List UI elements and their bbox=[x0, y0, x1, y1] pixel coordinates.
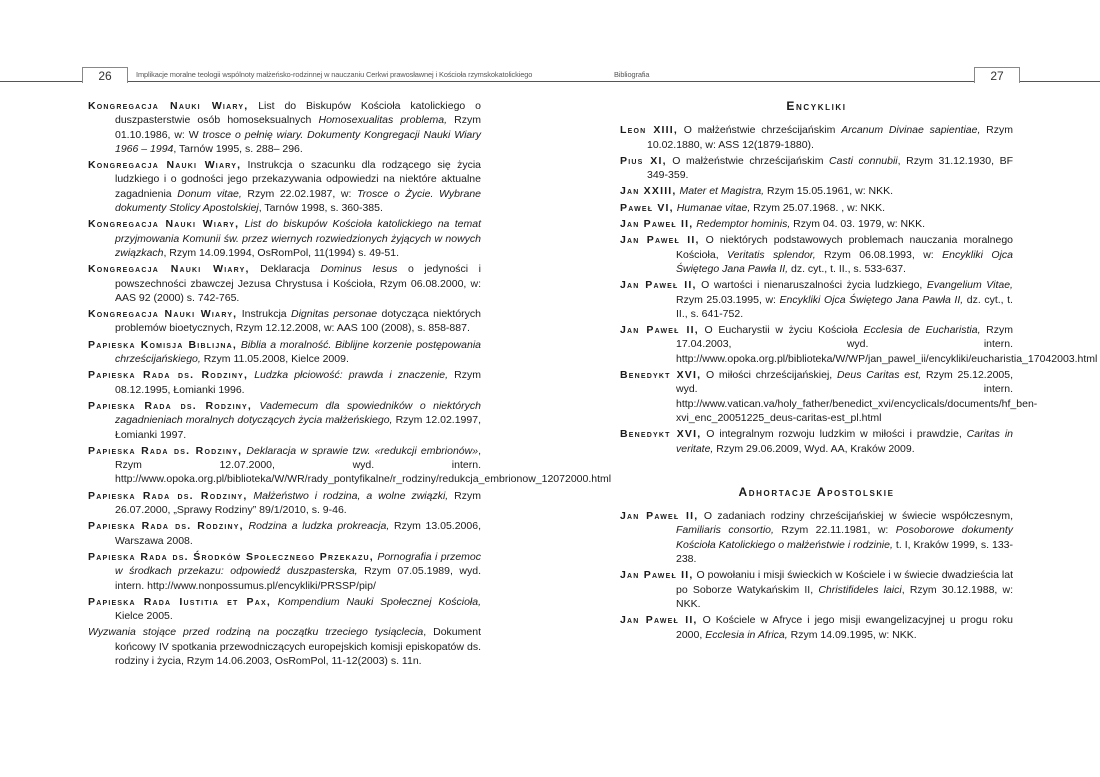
left-page-bibliography bbox=[88, 99, 612, 670]
entry-text: , Rzym 14.09.1994, OsRomPol, 11(1994) s. 49-51. bbox=[163, 246, 400, 259]
entry-author: Benedykt XVI, bbox=[620, 428, 702, 441]
entry-text: dotycząca niektórych problemów bioetycznych, Rzym 12.12.2008, w: AAS 100 (2008), s. 858-887. bbox=[115, 308, 482, 335]
bibliography-entry bbox=[620, 233, 1013, 276]
bibliography-entry bbox=[88, 368, 481, 397]
entry-author: Jan Paweł II, bbox=[620, 234, 700, 247]
entry-title: Arcanum Divinae sapientiae, bbox=[841, 124, 981, 137]
entry-title: Humanae vitae, bbox=[673, 201, 751, 214]
entry-title: Pornografia i przemoc w środkach przekazu: odpowiedź duszpasterska, bbox=[115, 550, 482, 578]
bibliography-entry bbox=[620, 184, 1013, 198]
entry-title: Ludzka płciowość: prawda i znaczenie, bbox=[248, 369, 449, 382]
entry-title: Homosexualitas problema, bbox=[318, 114, 448, 127]
entry-author: Jan Paweł II, bbox=[620, 279, 697, 292]
bibliography-entry bbox=[88, 158, 481, 215]
entry-author: Jan Paweł II, bbox=[620, 569, 694, 582]
entry-title: Rodzina a ludzka prokreacja, bbox=[243, 520, 390, 533]
entry-author: Kongregacja Nauki Wiary, bbox=[88, 218, 240, 231]
entry-title: Christifideles laici bbox=[818, 583, 902, 596]
entry-text: O niektórych podstawowych problemach nauczania moralnego Kościoła, bbox=[676, 234, 1013, 261]
bibliography-entry bbox=[88, 399, 481, 442]
entry-author: Papieska Rada ds. Rodziny, bbox=[88, 399, 253, 412]
entry-text: Rzym 22.02.1987, w: bbox=[241, 187, 358, 200]
entry-title: Kompendium Nauki Społecznej Kościoła, bbox=[270, 595, 481, 608]
entry-text: Rzym 15.05.1961, w: NKK. bbox=[764, 185, 894, 198]
entry-title: Ecclesia de Eucharistia, bbox=[863, 324, 981, 337]
entry-text: O małżeństwie chrześcijańskim bbox=[666, 154, 830, 167]
entry-title: Małżeństwo i rodzina, a wolne związki, bbox=[247, 489, 449, 502]
entry-title: Dignitas personae bbox=[291, 308, 378, 321]
entry-title: trosce o pełnię wiary. Dokumenty Kongregacji Nauki Wiary 1966 – 1994 bbox=[115, 128, 481, 155]
entry-title: Veritatis splendor, bbox=[727, 248, 816, 261]
entry-author: Kongregacja Nauki Wiary, bbox=[88, 159, 242, 172]
entry-text: Rzym 10.02.1880, w: ASS 12(1879-1880). bbox=[647, 124, 1013, 151]
entry-title: Encykliki Ojca Świętego Jana Pawła II, bbox=[676, 248, 1013, 275]
left-page-number: 26 bbox=[82, 67, 128, 83]
entry-author: Jan Paweł II, bbox=[620, 324, 699, 337]
entry-author: Jan XXIII, bbox=[620, 185, 677, 198]
entry-title: Posoborowe dokumenty Kościoła Katolickiego o małżeństwie i rodzinie, bbox=[676, 524, 1013, 551]
entry-text: o jedyności i powszechności zbawczej Jezusa Chrystusa i Kościoła, Rzym 06.08.2000, w: AAS 92 (2000) s. 742-765. bbox=[115, 263, 482, 304]
entry-text: Rzym 11.05.2008, Kielce 2009. bbox=[200, 353, 349, 366]
entry-title: Encykliki Ojca Świętego Jana Pawła II, bbox=[779, 293, 964, 306]
entry-text: , Tarnów 1998, s. 360-385. bbox=[258, 202, 383, 215]
entry-text: Rzym 26.07.2000, „Sprawy Rodziny” 89/1/2010, s. 9-46. bbox=[115, 489, 481, 517]
bibliography-entry bbox=[620, 201, 1013, 215]
entry-author: Kongregacja Nauki Wiary, bbox=[88, 263, 250, 276]
entry-text: O Kościele w Afryce i jego misji ewangelizacyjnej u progu roku 2000, bbox=[676, 614, 1013, 641]
entry-title: Mater et Magistra, bbox=[676, 185, 765, 198]
bibliography-entry bbox=[88, 307, 481, 336]
entry-text: O miłości chrześcijańskiej, bbox=[701, 369, 837, 382]
entry-text: Instrukcja bbox=[237, 308, 292, 321]
entry-text: Instrukcja o szacunku dla rodzącego się życia ludzkiego i o godności jego przekazywania odpowiedzi na niektóre aktualne zagadnienia bbox=[115, 159, 482, 200]
bibliography-entry bbox=[88, 519, 481, 548]
entry-text: Rzym 17.04.2003, wyd. intern. http://www.opoka.org.pl/biblioteka/W/WP/jan_pawel_ii/encykliki/eucharistia_17042003.html bbox=[676, 324, 1098, 365]
entry-text: O wartości i nienaruszalności życia ludzkiego, bbox=[696, 279, 927, 292]
entry-text: t. I, Kraków 1999, s. 133-238. bbox=[676, 538, 1013, 566]
bibliography-entry bbox=[620, 427, 1013, 456]
entry-text: Rzym 25.07.1968. , w: NKK. bbox=[750, 201, 886, 214]
entry-title: Deus Caritas est, bbox=[836, 369, 922, 382]
entry-text: O zadaniach rodziny chrześcijańskiej w świecie współczesnym, bbox=[698, 510, 1013, 523]
entry-title: Caritas in veritate, bbox=[676, 428, 1014, 455]
bibliography-entry bbox=[620, 278, 1013, 321]
entry-author: Papieska Rada ds. Rodziny, bbox=[88, 489, 248, 502]
entry-text: , Dokument końcowy IV spotkania przewodniczących europejskich komisji episkopatów ds. rodziny i życia, Rzym 14.06.2003, OsRomPol, 11-12(2003) s. 11n. bbox=[115, 626, 481, 667]
entry-text: Rzym 12.02.1997, Łomianki 1997. bbox=[115, 414, 481, 441]
entry-title: Redemptor hominis, bbox=[693, 218, 791, 231]
entry-text: , Rzym 31.12.1930, BF 349-359. bbox=[647, 154, 1013, 182]
entry-title: Donum vitae, bbox=[177, 187, 242, 200]
entry-title: Biblia a moralność. Biblijne korzenie postępowania chrześcijańskiego, bbox=[115, 338, 481, 366]
entry-title: Ecclesia in Africa, bbox=[705, 628, 788, 641]
entry-title: Dominus Iesus bbox=[320, 263, 398, 276]
entry-title: Evangelium Vitae, bbox=[926, 279, 1013, 292]
right-page-bibliography bbox=[620, 99, 1098, 644]
entry-author: Papieska Rada ds. Rodziny, bbox=[88, 444, 243, 457]
entry-text: Rzym 14.09.1995, w: NKK. bbox=[787, 628, 917, 641]
section-heading: Encykliki bbox=[786, 99, 847, 113]
entry-author: Jan Paweł II, bbox=[620, 614, 698, 627]
entry-text: , Rzym 30.12.1988, w: NKK. bbox=[676, 583, 1014, 610]
entry-text: Rzym 04. 03. 1979, w: NKK. bbox=[790, 218, 926, 231]
entry-text: Kielce 2005. bbox=[115, 610, 173, 623]
bibliography-entry bbox=[88, 262, 481, 305]
entry-text: Rzym 07.05.1989, wyd. intern. http://www.nonpossumus.pl/encykliki/PRSSP/pip/ bbox=[115, 565, 481, 592]
bibliography-entry bbox=[88, 217, 481, 260]
entry-text: O małżeństwie chrześcijańskim bbox=[678, 124, 842, 137]
header-rule bbox=[0, 81, 1100, 82]
entry-author: Kongregacja Nauki Wiary, bbox=[88, 100, 249, 112]
entry-text: O powołaniu i misji świeckich w Kościele i w świecie dwadzieścia lat po Soborze Watykańskim II, bbox=[676, 569, 1013, 596]
entry-text: Deklaracja bbox=[249, 263, 321, 276]
bibliography-entry bbox=[620, 154, 1013, 183]
entry-text: Rzym 08.12.1995, Łomianki 1996. bbox=[115, 369, 481, 396]
entry-text: dz. cyt., t. II., s. 533-637. bbox=[788, 262, 906, 275]
entry-text: Rzym 22.11.1981, w: bbox=[773, 524, 896, 537]
entry-title: Vademecum dla spowiedników o niektórych zagadnieniach moralnych dotyczących życia małżeńskiego, bbox=[115, 399, 481, 427]
entry-text: , Rzym 12.07.2000, wyd. intern. http://www.opoka.org.pl/biblioteka/W/WR/rady_pontyfikalne/r_rodziny/redukcja_embrionow_12072000.html bbox=[115, 444, 612, 486]
bibliography-entry bbox=[88, 625, 481, 668]
entry-author: Papieska Rada ds. Rodziny, bbox=[88, 520, 244, 533]
bibliography-entry bbox=[620, 568, 1013, 611]
entry-author: Papieska Rada Iustitia et Pax, bbox=[88, 595, 271, 608]
entry-text: Rzym 25.12.2005, wyd. intern. http://www.vatican.va/holy_father/benedict_xvi/encyclicals/documents/hf_ben-xvi_enc_20051225_deus-caritas-est_pl.html bbox=[676, 369, 1038, 424]
entry-author: Papieska Komisja Biblijna, bbox=[88, 338, 238, 351]
bibliography-entry bbox=[620, 323, 1098, 366]
entry-text: O integralnym rozwoju ludzkim w miłości i prawdzie, bbox=[701, 428, 967, 441]
entry-title: List do biskupów Kościoła katolickiego na temat przyjmowania Komunii św. przez wiernych rozwiedzionych żyjących w nowych związkach bbox=[115, 218, 481, 259]
entry-author: Paweł VI, bbox=[620, 201, 674, 214]
bibliography-entry bbox=[620, 217, 1013, 231]
bibliography-entry bbox=[620, 509, 1013, 566]
entry-text: Rzym 29.06.2009, Wyd. AA, Kraków 2009. bbox=[713, 442, 915, 455]
bibliography-entry bbox=[620, 123, 1013, 152]
bibliography-entry bbox=[88, 99, 481, 156]
entry-text: Rzym 25.03.1995, w: bbox=[676, 293, 780, 306]
entry-title: Familiaris consortio, bbox=[676, 524, 774, 537]
entry-author: Benedykt XVI, bbox=[620, 369, 702, 382]
entry-author: Leon XIII, bbox=[620, 124, 679, 137]
entry-text: List do Biskupów Kościoła katolickiego o duszpasterstwie osób homoseksualnych bbox=[115, 100, 482, 127]
bibliography-entry bbox=[620, 613, 1013, 642]
bibliography-entry bbox=[88, 338, 481, 367]
entry-author: Kongregacja Nauki Wiary, bbox=[88, 308, 238, 321]
bibliography-entry bbox=[88, 489, 481, 518]
entry-author: Papieska Rada ds. Środków Społecznego Przekazu, bbox=[88, 550, 374, 563]
entry-text: Rzym 13.05.2006, Warszawa 2008. bbox=[115, 520, 481, 547]
section-heading: Adhortacje Apostolskie bbox=[738, 484, 895, 499]
entry-author: Jan Paweł II, bbox=[620, 218, 694, 231]
bibliography-entry bbox=[620, 368, 1038, 425]
entry-author: Papieska Rada ds. Rodziny, bbox=[88, 369, 249, 382]
entry-text: , Tarnów 1995, s. 288– 296. bbox=[173, 142, 303, 155]
entry-text: dz. cyt., t. II., s. 641-752. bbox=[676, 293, 1013, 320]
bibliography-entry bbox=[88, 550, 481, 593]
entry-author: Jan Paweł II, bbox=[620, 510, 699, 523]
right-running-head: Bibliografia bbox=[614, 70, 650, 79]
bibliography-entry bbox=[88, 595, 481, 624]
right-page-number: 27 bbox=[974, 67, 1020, 83]
entry-title: Casti connubii bbox=[829, 154, 898, 167]
entry-text: Rzym 01.10.1986, w: W bbox=[115, 114, 481, 141]
entry-title: Deklaracja w sprawie tzw. «redukcji embrionów» bbox=[242, 444, 479, 457]
entry-text: O Eucharystii w życiu Kościoła bbox=[698, 324, 864, 337]
entry-author: Pius XI, bbox=[620, 154, 667, 167]
entry-title: Wyzwania stojące przed rodziną na początku trzeciego tysiąclecia bbox=[88, 626, 424, 639]
left-running-head: Implikacje moralne teologii wspólnoty małżeńsko-rodzinnej w nauczaniu Cerkwi prawosławnej i Kościoła rzymskokatolickiego bbox=[136, 70, 533, 79]
entry-title: Trosce o Życie. Wybrane dokumenty Stolicy Apostolskiej bbox=[115, 187, 482, 215]
bibliography-entry bbox=[88, 444, 612, 487]
entry-text: Rzym 06.08.1993, w: bbox=[815, 248, 943, 261]
